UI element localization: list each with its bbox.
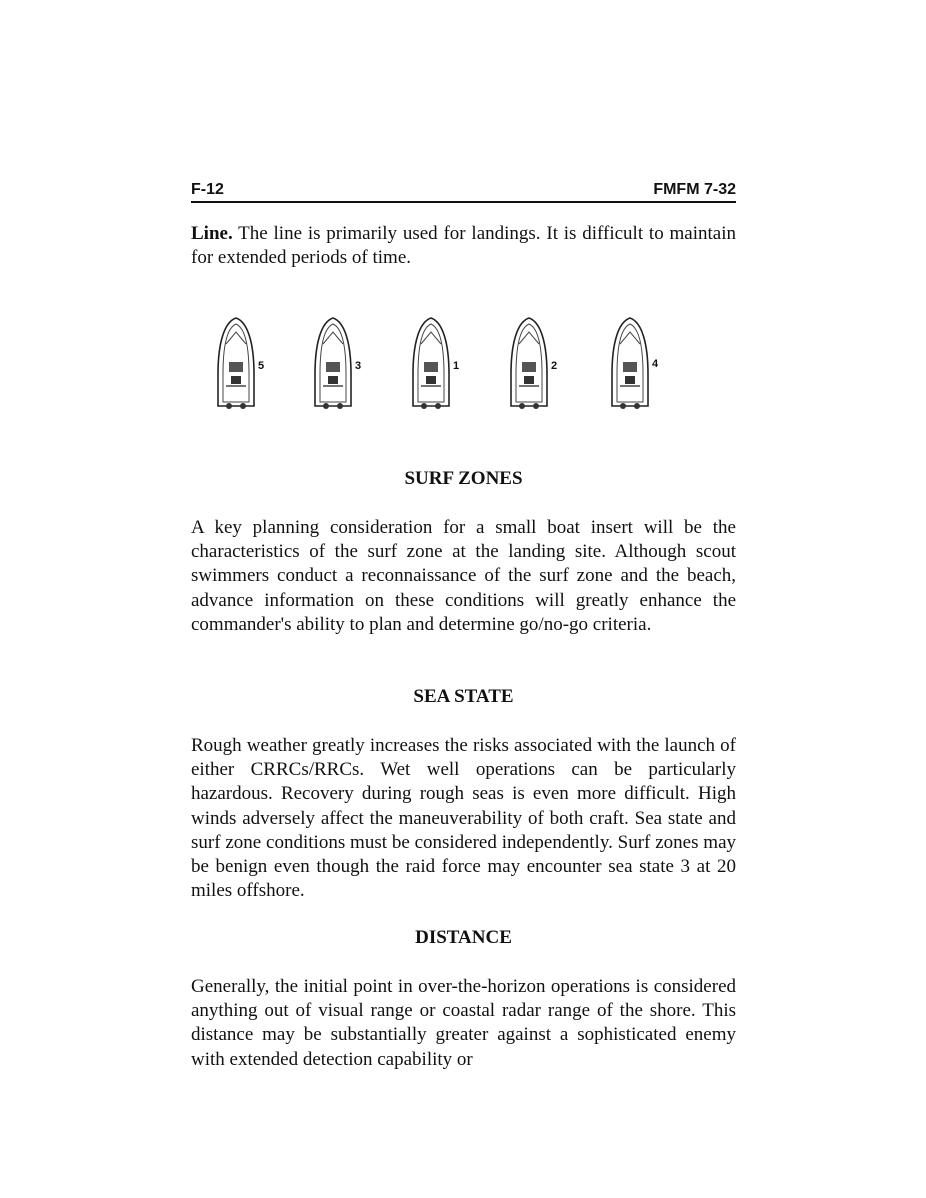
boat-number: 1 (453, 360, 460, 372)
boat-number: 3 (355, 360, 362, 372)
line-text: The line is primarily used for landings. It is difficult to maintain for extended periods of time. (191, 223, 736, 269)
rubber-boat-top-view-icon (409, 314, 453, 414)
boat-1 (409, 314, 469, 414)
boat-3 (311, 314, 371, 414)
surf-zones-paragraph: A key planning consideration for a small boat insert will be the characteristics of the surf zone at the landing site. Although scout swimmers conduct a reconnaissance of the surf zone and the beach, advance information on these conditions will greatly enhance the commander's ability to plan and determine go/no-go criteria. (191, 517, 736, 635)
rubber-boat-top-view-icon (311, 314, 355, 414)
manual-id: FMFM 7-32 (653, 181, 736, 198)
distance-paragraph: Generally, the initial point in over-the-horizon operations is considered anything out of visual range or coastal radar range of the shore. This distance may be substantially greater against a sophisticated enemy with extended detection capability or (191, 976, 736, 1070)
line-lead: Line. (191, 223, 233, 244)
rubber-boat-top-view-icon (507, 314, 551, 414)
page-header (191, 181, 736, 203)
boat-5 (214, 314, 274, 414)
boat-2 (507, 314, 567, 414)
line-formation-figure (214, 314, 684, 414)
boat-number: 4 (652, 358, 659, 370)
section-heading-distance: DISTANCE (415, 927, 512, 948)
boat-4 (608, 314, 668, 414)
line-paragraph (191, 222, 736, 270)
boat-number: 5 (258, 360, 265, 372)
sea-state-paragraph: Rough weather greatly increases the risks associated with the launch of either CRRCs/RRCs. Wet well operations can be particularly hazardous. Recovery during rough seas is even more difficult. High winds adversely affect the maneuverability of both craft. Sea state and surf zone conditions must be considered independently. Surf zones may be benign even though the raid force may encounter sea state 3 at 20 miles offshore. (191, 735, 736, 902)
boat-number: 2 (551, 360, 558, 372)
rubber-boat-top-view-icon (214, 314, 258, 414)
rubber-boat-top-view-icon (608, 314, 652, 414)
page-number: F-12 (191, 181, 224, 198)
section-heading-surf-zones: SURF ZONES (404, 468, 523, 489)
section-heading-sea-state: SEA STATE (413, 686, 514, 707)
